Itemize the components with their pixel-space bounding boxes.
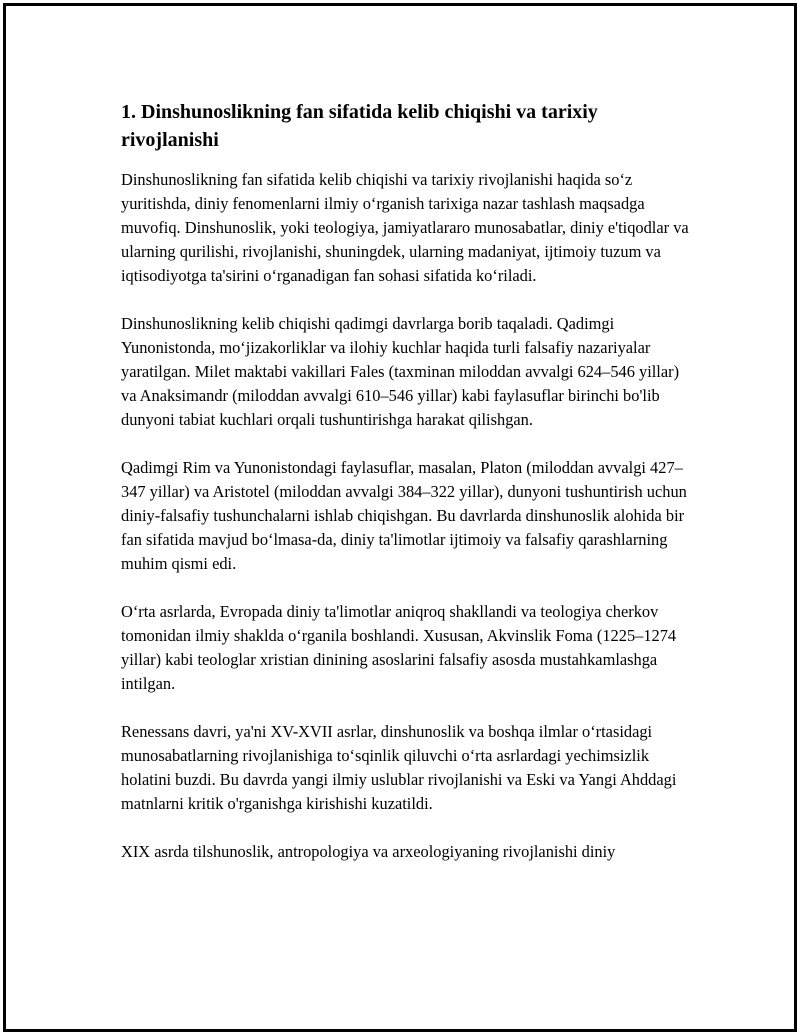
paragraph: XIX asrda tilshunoslik, antropologiya va arxeologiyaning rivojlanishi diniy	[121, 842, 616, 861]
paragraph: O‘rta asrlarda, Evropada diniy ta'limotlar aniqroq shakllandi va teologiya cherkov tomonidan ilmiy shaklda o‘rganila boshlandi. Xususan, Akvinslik Foma (1225–1274 yillar) kabi teologlar xristian dinining asoslarini falsafiy asosda mustahkamlashga intilgan.	[121, 602, 677, 693]
paragraph: Dinshunoslikning fan sifatida kelib chiqishi va tarixiy rivojlanishi haqida so‘z yuritishda, diniy fenomenlarni ilmiy o‘rganish tarixiga nazar tashlash maqsadga muvofiq. Dinshunoslik, yoki teologiya, jamiyatlararo munosabatlar, diniy e'tiqodlar va ularning qurilishi, rivojlanishi, shuningdek, ularning madaniyat, ijtimoiy tuzum va iqtisodiyotga ta'sirini o‘rganadigan fan sohasi sifatida ko‘riladi.	[121, 170, 689, 285]
paragraph: Dinshunoslikning kelib chiqishi qadimgi davrlarga borib taqaladi. Qadimgi Yunonistonda, mo‘jizakorliklar va ilohiy kuchlar haqida turli falsafiy nazariyalar yaratilgan. Milet maktabi vakillari Fales (taxminan miloddan avvalgi 624–546 yillar) va Anaksimandr (miloddan avvalgi 610–546 yillar) kabi faylasuflar birinchi bo'lib dunyoni tabiat kuchlari orqali tushuntirishga harakat qilishgan.	[121, 314, 680, 429]
paragraph: Renessans davri, ya'ni XV-XVII asrlar, dinshunoslik va boshqa ilmlar o‘rtasidagi munosabatlarning rivojlanishiga to‘sqinlik qiluvchi o‘rta asrlardagi yechimsizlik holatini buzdi. Bu davrda yangi ilmiy uslublar rivojlanishi va Eski va Yangi Ahddagi matnlarni kritik o'rganishga kirishishi kuzatildi.	[121, 722, 677, 813]
document-body	[121, 98, 696, 888]
document-page	[3, 3, 797, 1032]
section-title: 1. Dinshunoslikning fan sifatida kelib chiqishi va tarixiy rivojlanishi	[121, 101, 598, 151]
paragraph: Qadimgi Rim va Yunonistondagi faylasuflar, masalan, Platon (miloddan avvalgi 427–347 yillar) va Aristotel (miloddan avvalgi 384–322 yillar), dunyoni tushuntirish uchun diniy-falsafiy tushunchalarni ishlab chiqishgan. Bu davrlarda dinshunoslik alohida bir fan sifatida mavjud bo‘lmasa-da, diniy ta'limotlar ijtimoiy va falsafiy qarashlarning muhim qismi edi.	[121, 458, 687, 573]
